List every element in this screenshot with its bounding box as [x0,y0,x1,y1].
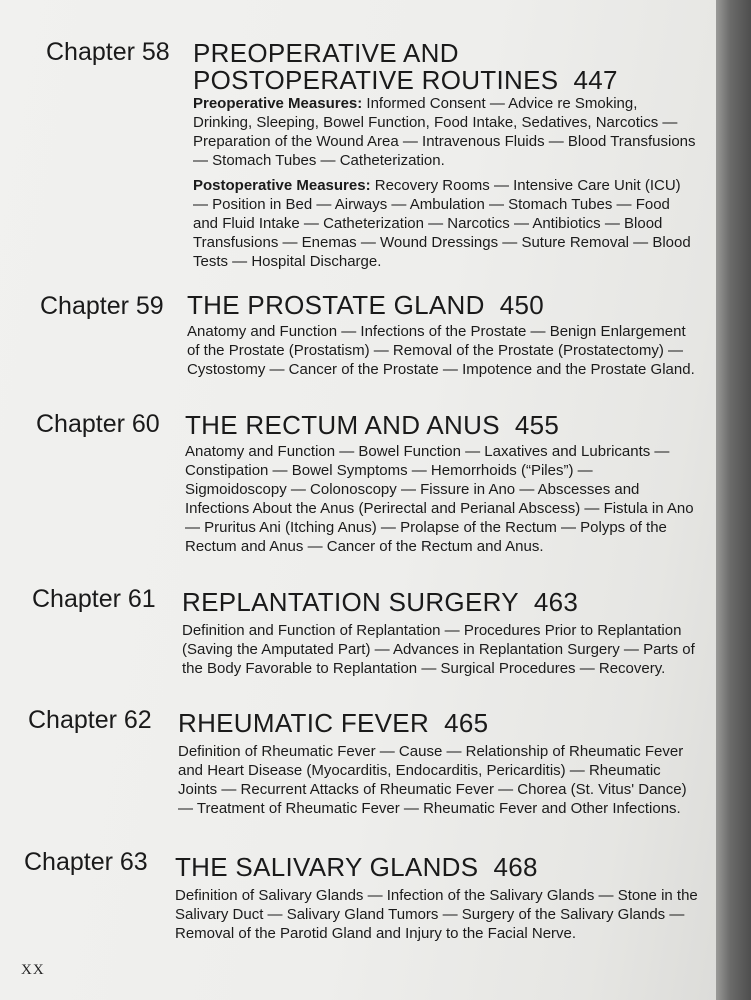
summary-paragraph [182,621,697,678]
summary-paragraph [187,322,699,379]
chapter-page-number: 468 [493,852,538,882]
chapter-title-text: PREOPERATIVE AND POSTOPERATIVE ROUTINES [193,38,559,95]
summary-text: Anatomy and Function — Infections of the Prostate — Benign Enlargement of the Prostate (Prostatism) — Removal of the Prostate (Prostatectomy) — Cystostomy — Cancer of the Prostate — Impotence and the Prostate Gland. [187,323,695,378]
chapter-page-number: 450 [499,290,545,320]
chapter-title [175,854,695,881]
chapter-page-number: 455 [514,410,560,440]
chapter-summary [175,886,700,949]
chapter-label: Chapter 58 [46,38,170,66]
summary-paragraph [175,886,700,943]
summary-text: Definition of Rheumatic Fever — Cause — Relationship of Rheumatic Fever and Heart Disease (Myocarditis, Endocarditis, Pericarditis) — Rheumatic Joints — Recurrent Attacks of Rheumatic Fever — Chorea (St. Vitus' Dance) — Treatment of Rheumatic Fever — Rheumatic Fever and Other Infections. [178,743,687,817]
chapter-summary [182,621,697,684]
summary-text: Definition of Salivary Glands — Infection of the Salivary Glands — Stone in the Salivary Duct — Salivary Gland Tumors — Surgery of the Salivary Glands — Removal of the Parotid Gland and Injury to the Facial Nerve. [175,887,698,942]
chapter-title [178,710,688,737]
summary-text: Recovery Rooms — Intensive Care Unit (ICU) — Position in Bed — Airways — Ambulation — Stomach Tubes — Food and Fluid Intake — Catheterization — Narcotics — Antibiotics — Blood Transfusions — Enemas — Wound Dressings — Suture Removal — Blood Tests — Hospital Discharge. [193,177,691,270]
chapter-title-text: THE SALIVARY GLANDS [175,852,479,882]
chapter-label: Chapter 62 [28,706,152,734]
chapter-summary [193,94,698,277]
summary-text: Informed Consent — Advice re Smoking, Drinking, Sleeping, Bowel Function, Food Intake, Sedatives, Narcotics — Preparation of the Wound Area — Intravenous Fluids — Blood Transfusions — Stomach Tubes — Catheterization. [193,95,696,169]
chapter-summary [187,322,699,385]
summary-lead: Postoperative Measures: [193,177,371,194]
summary-lead: Preoperative Measures: [193,95,363,112]
chapter-title-text: RHEUMATIC FEVER [178,708,430,738]
summary-text: Definition and Function of Replantation — Procedures Prior to Replantation (Saving the Amputated Part) — Advances in Replantation Surgery — Parts of the Body Favorable to Replantation — Surgical Procedures — Recovery. [182,622,695,677]
page-folio: XX [21,962,45,978]
chapter-title-text: THE RECTUM AND ANUS [185,410,500,440]
summary-paragraph [185,442,697,556]
book-gutter-shadow [716,0,751,1000]
chapter-page-number: 447 [573,65,618,95]
summary-paragraph [193,94,698,170]
chapter-label: Chapter 59 [40,292,164,320]
summary-text: Anatomy and Function — Bowel Function — Laxatives and Lubricants — Constipation — Bowel Symptoms — Hemorrhoids (“Piles”) — Sigmoidoscopy — Colonoscopy — Fissure in Ano — Abscesses and Infections About the Anus (Perirectal and Perianal Abscess) — Fistula in Ano — Pruritus Ani (Itching Anus) — Prolapse of the Rectum — Polyps of the Rectum and Anus — Cancer of the Rectum and Anus. [185,443,694,555]
chapter-label: Chapter 61 [32,585,156,613]
chapter-title [187,292,687,319]
chapter-title [185,412,685,439]
chapter-page-number: 463 [533,587,579,617]
summary-paragraph [178,742,698,818]
chapter-label: Chapter 60 [36,410,160,438]
chapter-label: Chapter 63 [24,848,148,876]
chapter-page-number: 465 [444,708,489,738]
summary-paragraph [193,176,698,271]
chapter-title [193,40,673,94]
chapter-summary [185,442,697,562]
chapter-title-text: THE PROSTATE GLAND [187,290,485,320]
chapter-title-text: REPLANTATION SURGERY [182,587,519,617]
chapter-title [182,589,692,616]
chapter-summary [178,742,698,824]
